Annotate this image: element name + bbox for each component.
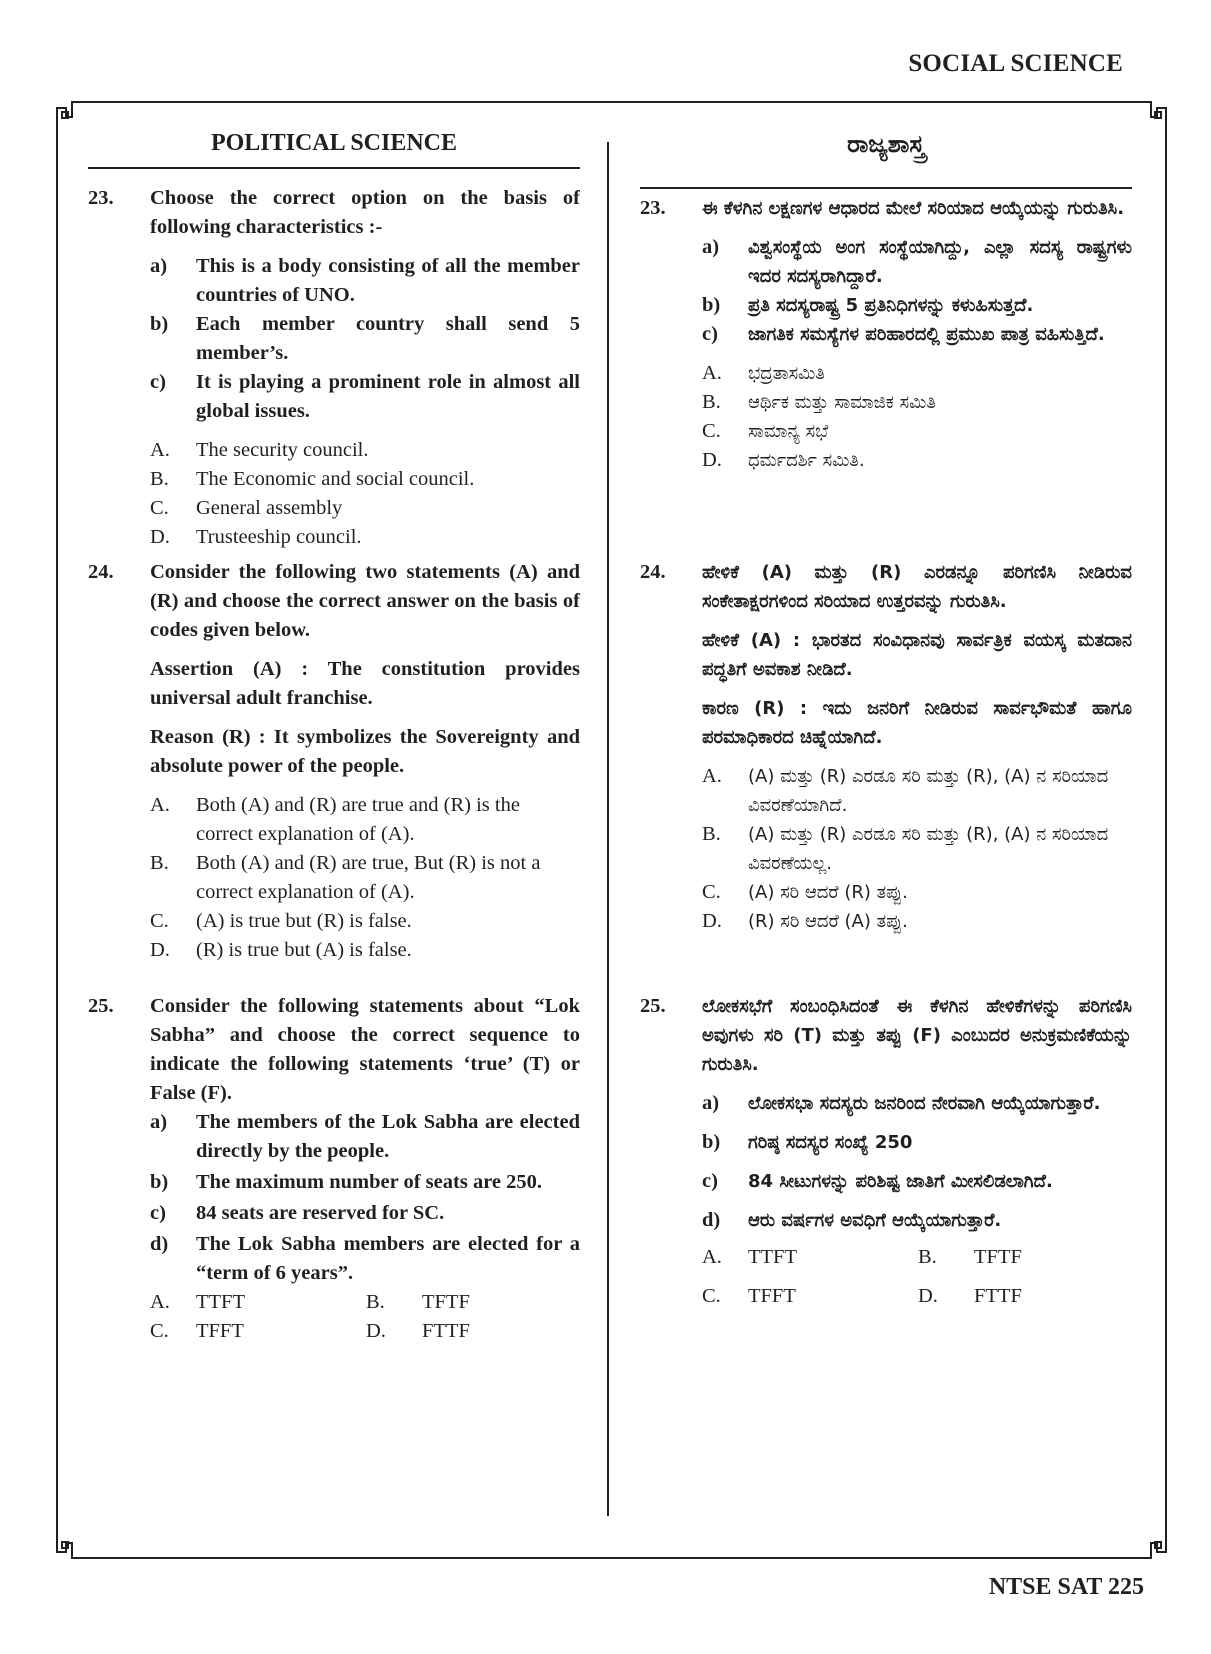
question-number: 25.: [88, 995, 114, 1017]
question-23-kn: [640, 194, 1132, 475]
option-c: TFFT: [748, 1285, 796, 1307]
option-d: D. (R) is true but (A) is false.: [150, 939, 412, 961]
statement-b: b) ಪ್ರತಿ ಸದಸ್ಯರಾಷ್ಟ್ರ 5 ಪ್ರತಿನಿಧಿಗಳನ್ನು ಕಳುಹಿಸುತ್ತದೆ.: [702, 294, 1034, 316]
question-text: Choose the correct option on the basis of following characteristics :-: [150, 187, 580, 238]
answer-options: A. TTFT B. TFTF C. TFFT D. FTTF: [150, 1288, 580, 1346]
option-d: D. ಧರ್ಮದರ್ಶಿ ಸಮಿತಿ.: [702, 449, 865, 471]
subject-header: SOCIAL SCIENCE: [908, 50, 1123, 77]
kannada-column: [640, 130, 1132, 1307]
statement-a: a) The members of the Lok Sabha are elected directly by the people.: [150, 1111, 580, 1162]
question-text: Consider the following two statements (A) and (R) and choose the correct answer on the basis of codes given below.: [150, 561, 580, 641]
option-b: B. Both (A) and (R) are true, But (R) is not a correct explanation of (A).: [150, 852, 541, 903]
question-text: ಈ ಕೆಳಗಿನ ಲಕ್ಷಣಗಳ ಆಧಾರದ ಮೇಲೆ ಸರಿಯಾದ ಆಯ್ಕೆಯನ್ನು ಗುರುತಿಸಿ.: [702, 198, 1125, 219]
english-section-title: POLITICAL SCIENCE: [88, 130, 580, 169]
statement-c: c) It is playing a prominent role in almost all global issues.: [150, 371, 580, 422]
question-number: 23.: [88, 187, 114, 209]
option-a: A. (A) ಮತ್ತು (R) ಎರಡೂ ಸರಿ ಮತ್ತು (R), (A) ನ ಸರಿಯಾದ ವಿವರಣೆಯಾಗಿದೆ.: [702, 765, 1109, 816]
option-b: B. The Economic and social council.: [150, 468, 475, 490]
option-c: TFFT: [196, 1320, 244, 1342]
statement-c: c) 84 ಸೀಟುಗಳನ್ನು ಪರಿಶಿಷ್ಟ ಜಾತಿಗೆ ಮೀಸಲಿಡಲಾಗಿದೆ.: [702, 1170, 1053, 1192]
option-d: FTTF: [422, 1320, 470, 1342]
statement-b: b) The maximum number of seats are 250.: [150, 1171, 543, 1193]
statement-c: c) 84 seats are reserved for SC.: [150, 1202, 445, 1224]
statement-a: a) This is a body consisting of all the member countries of UNO.: [150, 255, 580, 306]
option-d: D. (R) ಸರಿ ಆದರೆ (A) ತಪ್ಪು.: [702, 910, 908, 932]
assertion-text: Assertion (A) : The constitution provides universal adult franchise.: [150, 658, 580, 709]
option-d: FTTF: [974, 1285, 1022, 1307]
statement-c: c) ಜಾಗತಿಕ ಸಮಸ್ಯೆಗಳ ಪರಿಹಾರದಲ್ಲಿ ಪ್ರಮುಖ ಪಾತ್ರ ವಹಿಸುತ್ತಿದೆ.: [702, 323, 1105, 345]
assertion-text: ಹೇಳಿಕೆ (A) : ಭಾರತದ ಸಂವಿಧಾನವು ಸಾರ್ವತ್ರಿಕ ವಯಸ್ಕ ಮತದಾನ ಪದ್ಧತಿಗೆ ಅವಕಾಶ ನೀಡಿದೆ.: [702, 630, 1132, 680]
option-a: A. Both (A) and (R) are true and (R) is the correct explanation of (A).: [150, 794, 520, 845]
option-a: A. The security council.: [150, 439, 369, 461]
english-column: [88, 130, 580, 1342]
option-a: A. ಭದ್ರತಾಸಮಿತಿ: [702, 362, 825, 384]
question-23-en: [88, 184, 580, 552]
option-b: B. ಆರ್ಥಿಕ ಮತ್ತು ಸಾಮಾಜಿಕ ಸಮಿತಿ: [702, 391, 936, 413]
question-number: 25.: [640, 995, 666, 1017]
option-a: TTFT: [748, 1246, 797, 1268]
question-text: ಹೇಳಿಕೆ (A) ಮತ್ತು (R) ಎರಡನ್ನೂ ಪರಿಗಣಿಸಿ ನೀಡಿರುವ ಸಂಕೇತಾಕ್ಷರಗಳಿಂದ ಸರಿಯಾದ ಉತ್ತರವನ್ನು ಗುರುತಿಸಿ.: [702, 562, 1132, 612]
answer-options: A. TTFT B. TFTF C. TFFT D. FTTF: [702, 1243, 1132, 1311]
title-rule: [640, 187, 1132, 189]
reason-text: ಕಾರಣ (R) : ಇದು ಜನರಿಗೆ ನೀಡಿರುವ ಸಾರ್ವಭೌಮತೆ ಹಾಗೂ ಪರಮಾಧಿಕಾರದ ಚಿಹ್ನೆಯಾಗಿದೆ.: [702, 698, 1132, 748]
option-a: TTFT: [196, 1291, 245, 1313]
kannada-section-title: ರಾಜ್ಯಶಾಸ್ತ್ರ: [847, 130, 925, 158]
statement-a: a) ಲೋಕಸಭಾ ಸದಸ್ಯರು ಜನರಿಂದ ನೇರವಾಗಿ ಆಯ್ಕೆಯಾಗುತ್ತಾರೆ.: [702, 1092, 1101, 1114]
question-number: 23.: [640, 197, 666, 219]
question-number: 24.: [640, 561, 666, 583]
question-25-en: [88, 992, 580, 1346]
reason-text: Reason (R) : It symbolizes the Sovereignty and absolute power of the people.: [150, 726, 580, 777]
option-b: TFTF: [422, 1291, 470, 1313]
statement-d: d) The Lok Sabha members are elected for a “term of 6 years”.: [150, 1233, 580, 1284]
question-text: Consider the following statements about “Lok Sabha” and choose the correct sequence to indicate the following statements ‘true’ (T) or False (F).: [150, 995, 580, 1104]
question-text: ಲೋಕಸಭೆಗೆ ಸಂಬಂಧಿಸಿದಂತೆ ಈ ಕೆಳಗಿನ ಹೇಳಿಕೆಗಳನ್ನು ಪರಿಗಣಿಸಿ ಅವುಗಳು ಸರಿ (T) ಮತ್ತು ತಪ್ಪು (F) ಎಂಬುದರ ಅನುಕ್ರಮಣಿಕೆಯನ್ನು ಗುರುತಿಸಿ.: [702, 996, 1132, 1075]
page-number: NTSE SAT 225: [988, 1574, 1144, 1600]
option-c: C. (A) ಸರಿ ಆದರೆ (R) ತಪ್ಪು.: [702, 881, 908, 903]
statement-a: a) ವಿಶ್ವಸಂಸ್ಥೆಯ ಅಂಗ ಸಂಸ್ಥೆಯಾಗಿದ್ದು, ಎಲ್ಲಾ ಸದಸ್ಯ ರಾಷ್ಟ್ರಗಳು ಇದರ ಸದಸ್ಯರಾಗಿದ್ದಾರೆ.: [702, 236, 1132, 287]
option-c: C. (A) is true but (R) is false.: [150, 910, 412, 932]
statement-b: b) ಗರಿಷ್ಠ ಸದಸ್ಯರ ಸಂಖ್ಯೆ 250: [702, 1131, 913, 1153]
question-number: 24.: [88, 561, 114, 583]
option-b: B. (A) ಮತ್ತು (R) ಎರಡೂ ಸರಿ ಮತ್ತು (R), (A) ನ ಸರಿಯಾದ ವಿವರಣೆಯಲ್ಲ.: [702, 823, 1109, 874]
question-25-kn: [640, 992, 1132, 1311]
option-d: D. Trusteeship council.: [150, 526, 362, 548]
statement-d: d) ಆರು ವರ್ಷಗಳ ಅವಧಿಗೆ ಆಯ್ಕೆಯಾಗುತ್ತಾರೆ.: [702, 1209, 1002, 1231]
option-c: C. ಸಾಮಾನ್ಯ ಸಭೆ: [702, 420, 829, 442]
statement-b: b) Each member country shall send 5 member’s.: [150, 313, 580, 364]
option-b: TFTF: [974, 1246, 1022, 1268]
question-24-kn: [640, 558, 1132, 936]
question-24-en: [88, 558, 580, 965]
option-c: C. General assembly: [150, 497, 343, 519]
